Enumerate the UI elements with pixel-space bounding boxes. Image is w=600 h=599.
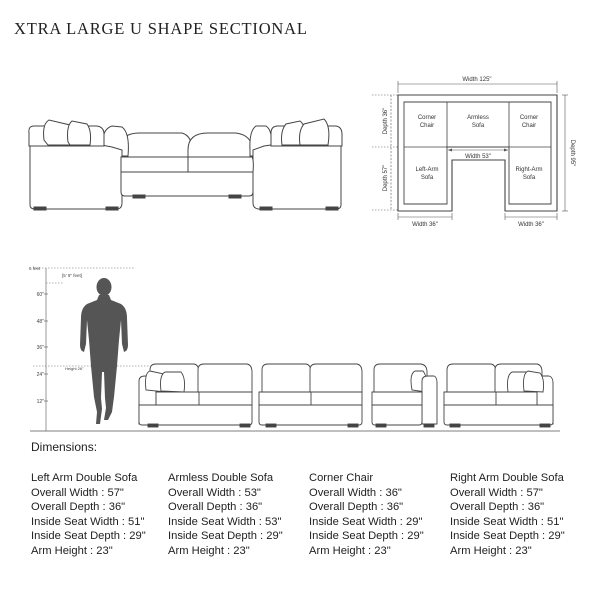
arm-height: Arm Height : 23" [450,544,532,557]
middle-base [121,172,253,196]
label-left-arm-sofa-1: Left-Arm [415,167,439,173]
elevation-corner-chair [372,364,437,427]
plan-width-total: Width 125" [462,77,492,83]
label-armless-sofa-2: Sofa [471,123,485,129]
plan-width-53: Width 53" [465,154,491,160]
inside-seat-depth: Inside Seat Depth : 29" [450,530,565,543]
plan-view [372,77,575,228]
piece-name: Left Arm Double Sofa [31,472,138,484]
plan-depth-57: Depth 57" [383,164,389,192]
right-section-body [253,144,341,209]
piece-specs-corner-chair [309,471,424,559]
label-armless-sofa-1: Armless [467,115,489,121]
dimensions-heading: Dimensions: [31,440,98,454]
overall-width: Overall Width : 53" [168,486,261,499]
piece-name: Corner Chair [309,472,374,484]
arm-height: Arm Height : 23" [31,544,113,557]
scale-top-label: 6 feet [29,266,41,271]
inside-seat-width: Inside Seat Width : 29" [309,515,423,528]
seat-cushion-right [188,157,253,172]
human-figure [80,278,128,424]
plan-depth-36: Depth 36" [383,107,389,135]
inside-seat-depth: Inside Seat Depth : 29" [309,530,424,543]
page-title: XTRA LARGE U SHAPE SECTIONAL [14,19,308,38]
elevation-left-arm-sofa [139,364,252,427]
pillow-right-2 [300,119,329,145]
overall-width: Overall Width : 36" [309,486,402,499]
label-corner-chair-left-1: Corner [417,115,437,121]
tick-48: 48" [36,319,44,325]
overall-width: Overall Width : 57" [450,486,543,499]
tick-24: 24" [36,372,44,378]
label-corner-chair-right-1: Corner [519,115,539,121]
seat-cushion-left [121,157,190,172]
pillow-left-2 [68,121,91,145]
elevation-right-arm-sofa [444,364,553,427]
piece-specs-right-arm-sofa [450,471,565,559]
label-corner-chair-right-2: Chair [521,123,537,129]
inside-seat-width: Inside Seat Width : 51" [31,515,145,528]
plan-width-left: Width 36" [412,222,438,228]
overall-depth: Overall Depth : 36" [309,501,404,514]
inside-seat-width: Inside Seat Width : 53" [168,515,282,528]
label-right-arm-sofa-2: Sofa [522,175,536,181]
tick-36: 36" [36,345,44,351]
inside-seat-width: Inside Seat Width : 51" [450,515,564,528]
arm-height: Arm Height : 23" [309,544,391,557]
label-right-arm-sofa-1: Right-Arm [515,167,543,173]
piece-specs-armless-sofa [168,471,283,559]
tick-60: 60" [36,292,44,298]
inside-seat-depth: Inside Seat Depth : 29" [168,530,283,543]
elevation-armless-sofa [259,364,362,427]
overall-depth: Overall Depth : 36" [168,501,263,514]
overall-depth: Overall Depth : 36" [450,501,545,514]
scale-height-label: Height 26" [65,366,84,371]
arm-height: Arm Height : 23" [168,544,250,557]
piece-name: Armless Double Sofa [168,472,274,484]
plan-width-right: Width 36" [518,222,544,228]
scale-bracket-label: [5' 9" feet] [62,273,82,278]
label-corner-chair-left-2: Chair [419,123,435,129]
label-left-arm-sofa-2: Sofa [420,175,434,181]
overall-depth: Overall Depth : 36" [31,501,126,514]
back-cushion-right [188,133,253,157]
sectional-front-view [29,119,342,210]
left-section-body [30,144,122,209]
inside-seat-depth: Inside Seat Depth : 29" [31,530,146,543]
piece-specs-left-arm-sofa [31,471,146,559]
piece-name: Right Arm Double Sofa [450,472,564,484]
plan-depth-95: Depth 95" [569,139,575,167]
overall-width: Overall Width : 57" [31,486,124,499]
back-cushion-left [119,133,192,157]
tick-12: 12" [36,399,44,405]
